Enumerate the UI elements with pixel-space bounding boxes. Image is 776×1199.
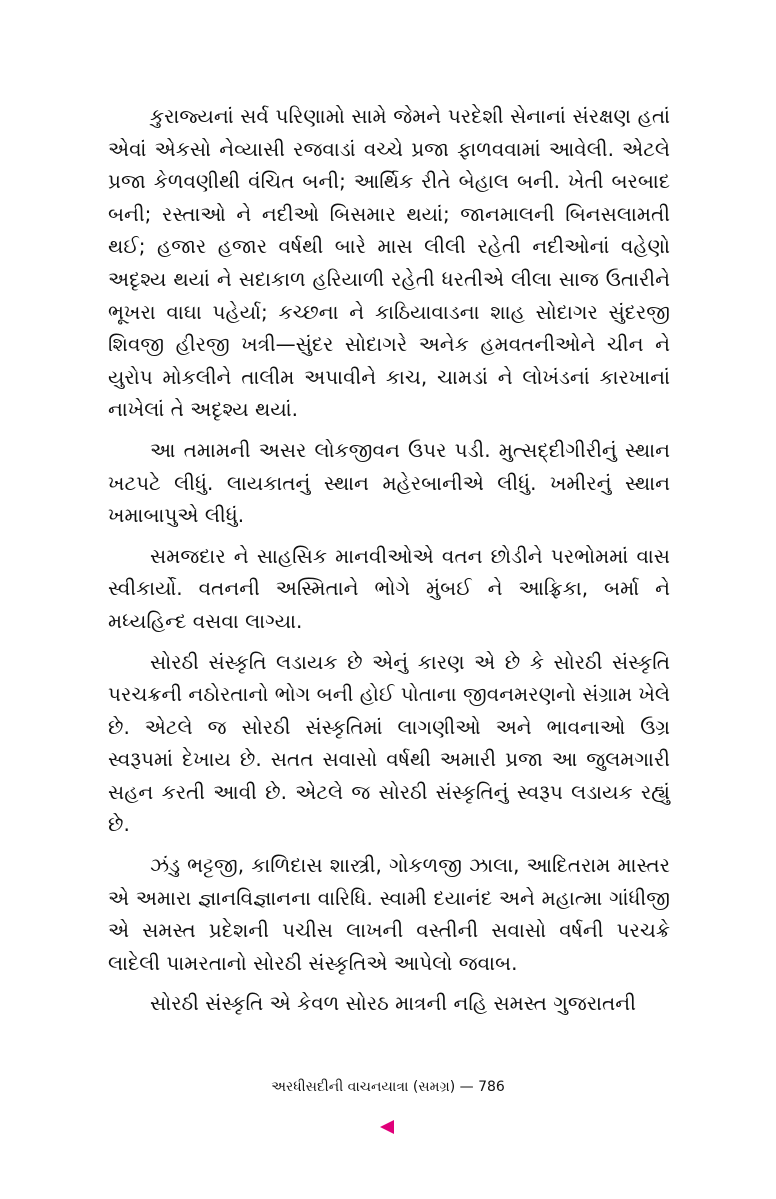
paragraph-4 [108, 646, 670, 842]
paragraph-1 [108, 100, 670, 426]
paragraph-text: આ તમામની અસર લોકજીવન ઉપર પડી. મુત્સદ્દીગીરીનું સ્થાન ખટપટે લીધું. લાયકાતનું સ્થાન મહેરબાનીએ લીધું. ખમીરનું સ્થાન ખમાબાપુએ લીધું. [108, 437, 670, 528]
paragraph-text: સોરઠી સંસ્કૃતિ લડાયક છે એનું કારણ એ છે કે સોરઠી સંસ્કૃતિ પરચક્રની નઠોરતાનો ભોગ બની હોઈ પોતાના જીવનમરણનો સંગ્રામ ખેલે છે. એટલે જ સોરઠી સંસ્કૃતિમાં લાગણીઓ અને ભાવનાઓ ઉગ્ર સ્વરૂપમાં દેખાય છે. સતત સવાસો વર્ષથી અમારી પ્રજા આ જુલમગારી સહન કરતી આવી છે. એટલે જ સોરઠી સંસ્કૃતિનું સ્વરૂપ લડાયક રહ્યું છે. [108, 649, 670, 837]
paragraph-text: ઝંડુ ભટ્ટજી, કાળિદાસ શાસ્ત્રી, ગોકળજી ઝાલા, આદિતરામ માસ્તર એ અમારા જ્ઞાનવિજ્ઞાનના વારિધિ. સ્વામી દયાનંદ અને મહાત્મા ગાંધીજી એ સમસ્ત પ્રદેશની પચીસ લાખની વસ્તીની સવાસો વર્ષની પરચક્રે લાદેલી પામરતાનો સોરઠી સંસ્કૃતિએ આપેલો જવાબ. [108, 853, 670, 975]
paragraph-3 [108, 540, 670, 638]
page-footer: અરધીસદીની વાચનયાત્રા (સમગ્ર) — 786 [271, 1079, 505, 1095]
paragraph-text: સોરઠી સંસ્કૃતિ એ કેવળ સોરઠ માત્રની નહિ સમસ્ત ગુજરાતની [150, 991, 636, 1016]
body-text [108, 100, 670, 1028]
triangle-left-icon[interactable] [380, 1120, 394, 1134]
paragraph-text: કુરાજ્યનાં સર્વ પરિણામો સામે જેમને પરદેશી સેનાનાં સંરક્ષણ હતાં એવાં એકસો નેવ્યાસી રજવાડાં વચ્ચે પ્રજા ફાળવવામાં આવેલી. એટલે પ્રજા કેળવણીથી વંચિત બની; આર્થિક રીતે બેહાલ બની. ખેતી બરબાદ બની; રસ્તાઓ ને નદીઓ બિસમાર થયાં; જાનમાલની બિનસલામતી થઈ; હજાર હજાર વર્ષથી બારે માસ લીલી રહેતી નદીઓનાં વહેણો અદૃશ્ય થયાં ને સદાકાળ હરિયાળી રહેતી ધરતીએ લીલા સાજ ઉતારીને ભૂખરા વાઘા પહેર્યા; કચ્છના ને કાઠિયાવાડના શાહ સોદાગર સુંદરજી શિવજી હીરજી ખત્રી—સુંદર સોદાગરે અનેક હમવતનીઓને ચીન ને યુરોપ મોકલીને તાલીમ અપાવીને કાચ, ચામડાં ને લોખંડનાં કારખાનાં નાખેલાં તે અદૃશ્ય થયાં. [108, 104, 670, 422]
paragraph-5 [108, 849, 670, 979]
paragraph-text: સમજદાર ને સાહસિક માનવીઓએ વતન છોડીને પરભોમમાં વાસ સ્વીકાર્યો. વતનની અસ્મિતાને ભોગે મુંબઈ ને આફ્રિકા, બર્મા ને મધ્યહિન્દ વસવા લાગ્યા. [108, 543, 670, 633]
paragraph-6 [108, 987, 670, 1020]
paragraph-2 [108, 434, 670, 532]
